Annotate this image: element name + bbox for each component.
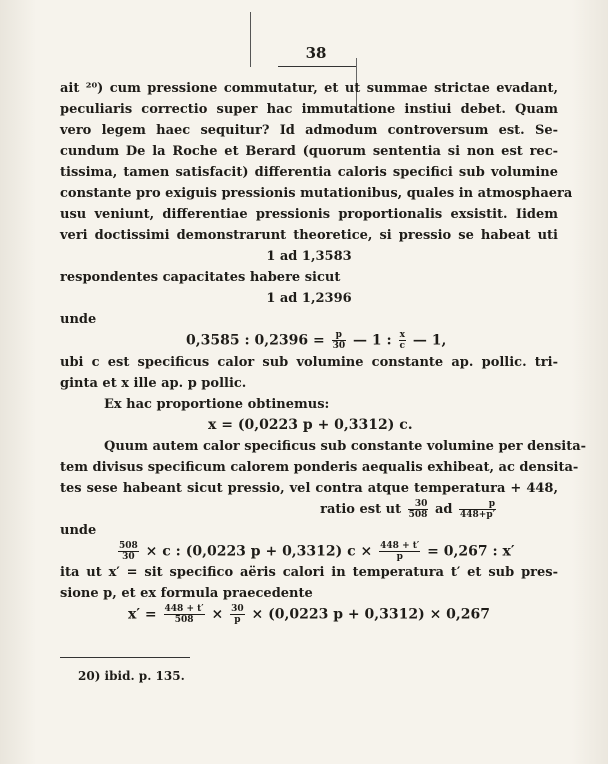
margin-mark: [250, 12, 251, 67]
fraction-denominator: 30: [122, 551, 135, 562]
fraction-denominator: 508: [408, 509, 428, 520]
formula-part: 0,3585 : 0,2396 =: [186, 332, 325, 349]
footnote-rule: [60, 657, 190, 658]
formula-part: ×: [211, 606, 224, 623]
text-line: usu veniunt, differentiae pressionis proportionalis exsistit. Iidem: [60, 207, 558, 222]
body-text: [60, 78, 587, 626]
text-line-ratio: [60, 499, 558, 520]
text-line: unde: [60, 522, 97, 538]
text-line: respondentes capacitates habere sicut: [60, 270, 341, 285]
formula-part: x′ =: [128, 606, 157, 623]
fraction-denominator: 448+p′: [460, 509, 495, 520]
formula-part: — 1,: [412, 332, 447, 349]
text-line: Quum autem calor specificus sub constante volumine per densita-: [104, 438, 587, 454]
formula-proportion: [60, 330, 558, 352]
fraction: [118, 541, 139, 562]
fraction-numerator: 448 + t′: [164, 604, 204, 614]
fraction: [459, 499, 496, 520]
fraction-numerator: 30: [231, 604, 244, 614]
header-rule: [278, 66, 356, 67]
fraction-denominator: c: [399, 341, 405, 351]
fraction-numerator: p: [332, 330, 347, 341]
text-line: vero legem haec sequitur? Id admodum controversum est. Se-: [60, 123, 558, 138]
fraction-numerator: 30: [408, 499, 429, 510]
fraction-numerator: x: [399, 330, 405, 340]
footnote: 20) ibid. p. 135.: [78, 669, 185, 683]
text-line: ita ut x′ = sit specifico aëris calori in temperatura t′ et sub pres-: [60, 565, 558, 580]
text-line: ubi c est specificus calor sub volumine constante ap. pollic. tri-: [60, 354, 558, 370]
text-line: 1 ad 1,3583: [266, 249, 352, 264]
formula-part: — 1 :: [352, 332, 392, 349]
fraction-numerator: 448 + t′: [380, 540, 420, 551]
text-line: tem divisus specificum calorem ponderis aequalis exhibeat, ac densita-: [60, 459, 579, 475]
text-line: sione p, et ex formula praecedente: [60, 586, 313, 601]
formula-specific-heat: [60, 541, 558, 563]
text-line: 1 ad 1,2396: [266, 291, 352, 306]
fraction: [230, 604, 245, 625]
page-number: 38: [305, 44, 327, 62]
text-line: tissima, tamen satisfacit) differentia caloris specifici sub volumine: [60, 165, 558, 180]
ratio-label: ratio est ut: [320, 501, 402, 517]
fraction-denominator: 508: [174, 615, 194, 625]
formula-part: × c : (0,0223 p + 0,3312) c ×: [145, 543, 373, 559]
fraction-denominator: 30: [332, 341, 346, 351]
text-line: tes sese habeant sicut pressio, vel contra atque temperatura + 448,: [60, 480, 558, 496]
fraction: [332, 330, 347, 351]
fraction: [408, 499, 429, 520]
text-line: ginta et x ille ap. p pollic.: [60, 375, 247, 391]
text-line: cundum De la Roche et Berard (quorum sententia si non est rec-: [60, 144, 558, 159]
fraction-numerator: p: [459, 499, 496, 510]
text-line: constante pro exiguis pressionis mutationibus, quales in atmosphaera: [60, 186, 573, 201]
text-line: peculiaris correctio super hac immutatione instiui debet. Quam: [60, 102, 558, 117]
text-line: veri doctissimi demonstrarunt theoretice, si pressio se habeat uti: [60, 228, 558, 243]
text-line: Ex hac proportione obtinemus:: [104, 396, 330, 412]
fraction-denominator: p: [396, 551, 403, 562]
formula-part: = 0,267 : x′: [427, 543, 515, 559]
fraction: [379, 541, 420, 562]
fraction-denominator: p: [234, 615, 241, 625]
text-line: ait ²⁰) cum pressione commutatur, et ut summae strictae evadant,: [60, 81, 558, 96]
formula-x-prime: [60, 604, 558, 626]
text-line: unde: [60, 312, 97, 327]
ratio-ad: ad: [434, 501, 453, 517]
fraction-numerator: 508: [119, 540, 138, 551]
fraction: [399, 330, 406, 351]
formula-x: x = (0,0223 p + 0,3312) c.: [208, 416, 413, 433]
formula-part: × (0,0223 p + 0,3312) × 0,267: [251, 606, 491, 623]
fraction: [164, 604, 205, 625]
